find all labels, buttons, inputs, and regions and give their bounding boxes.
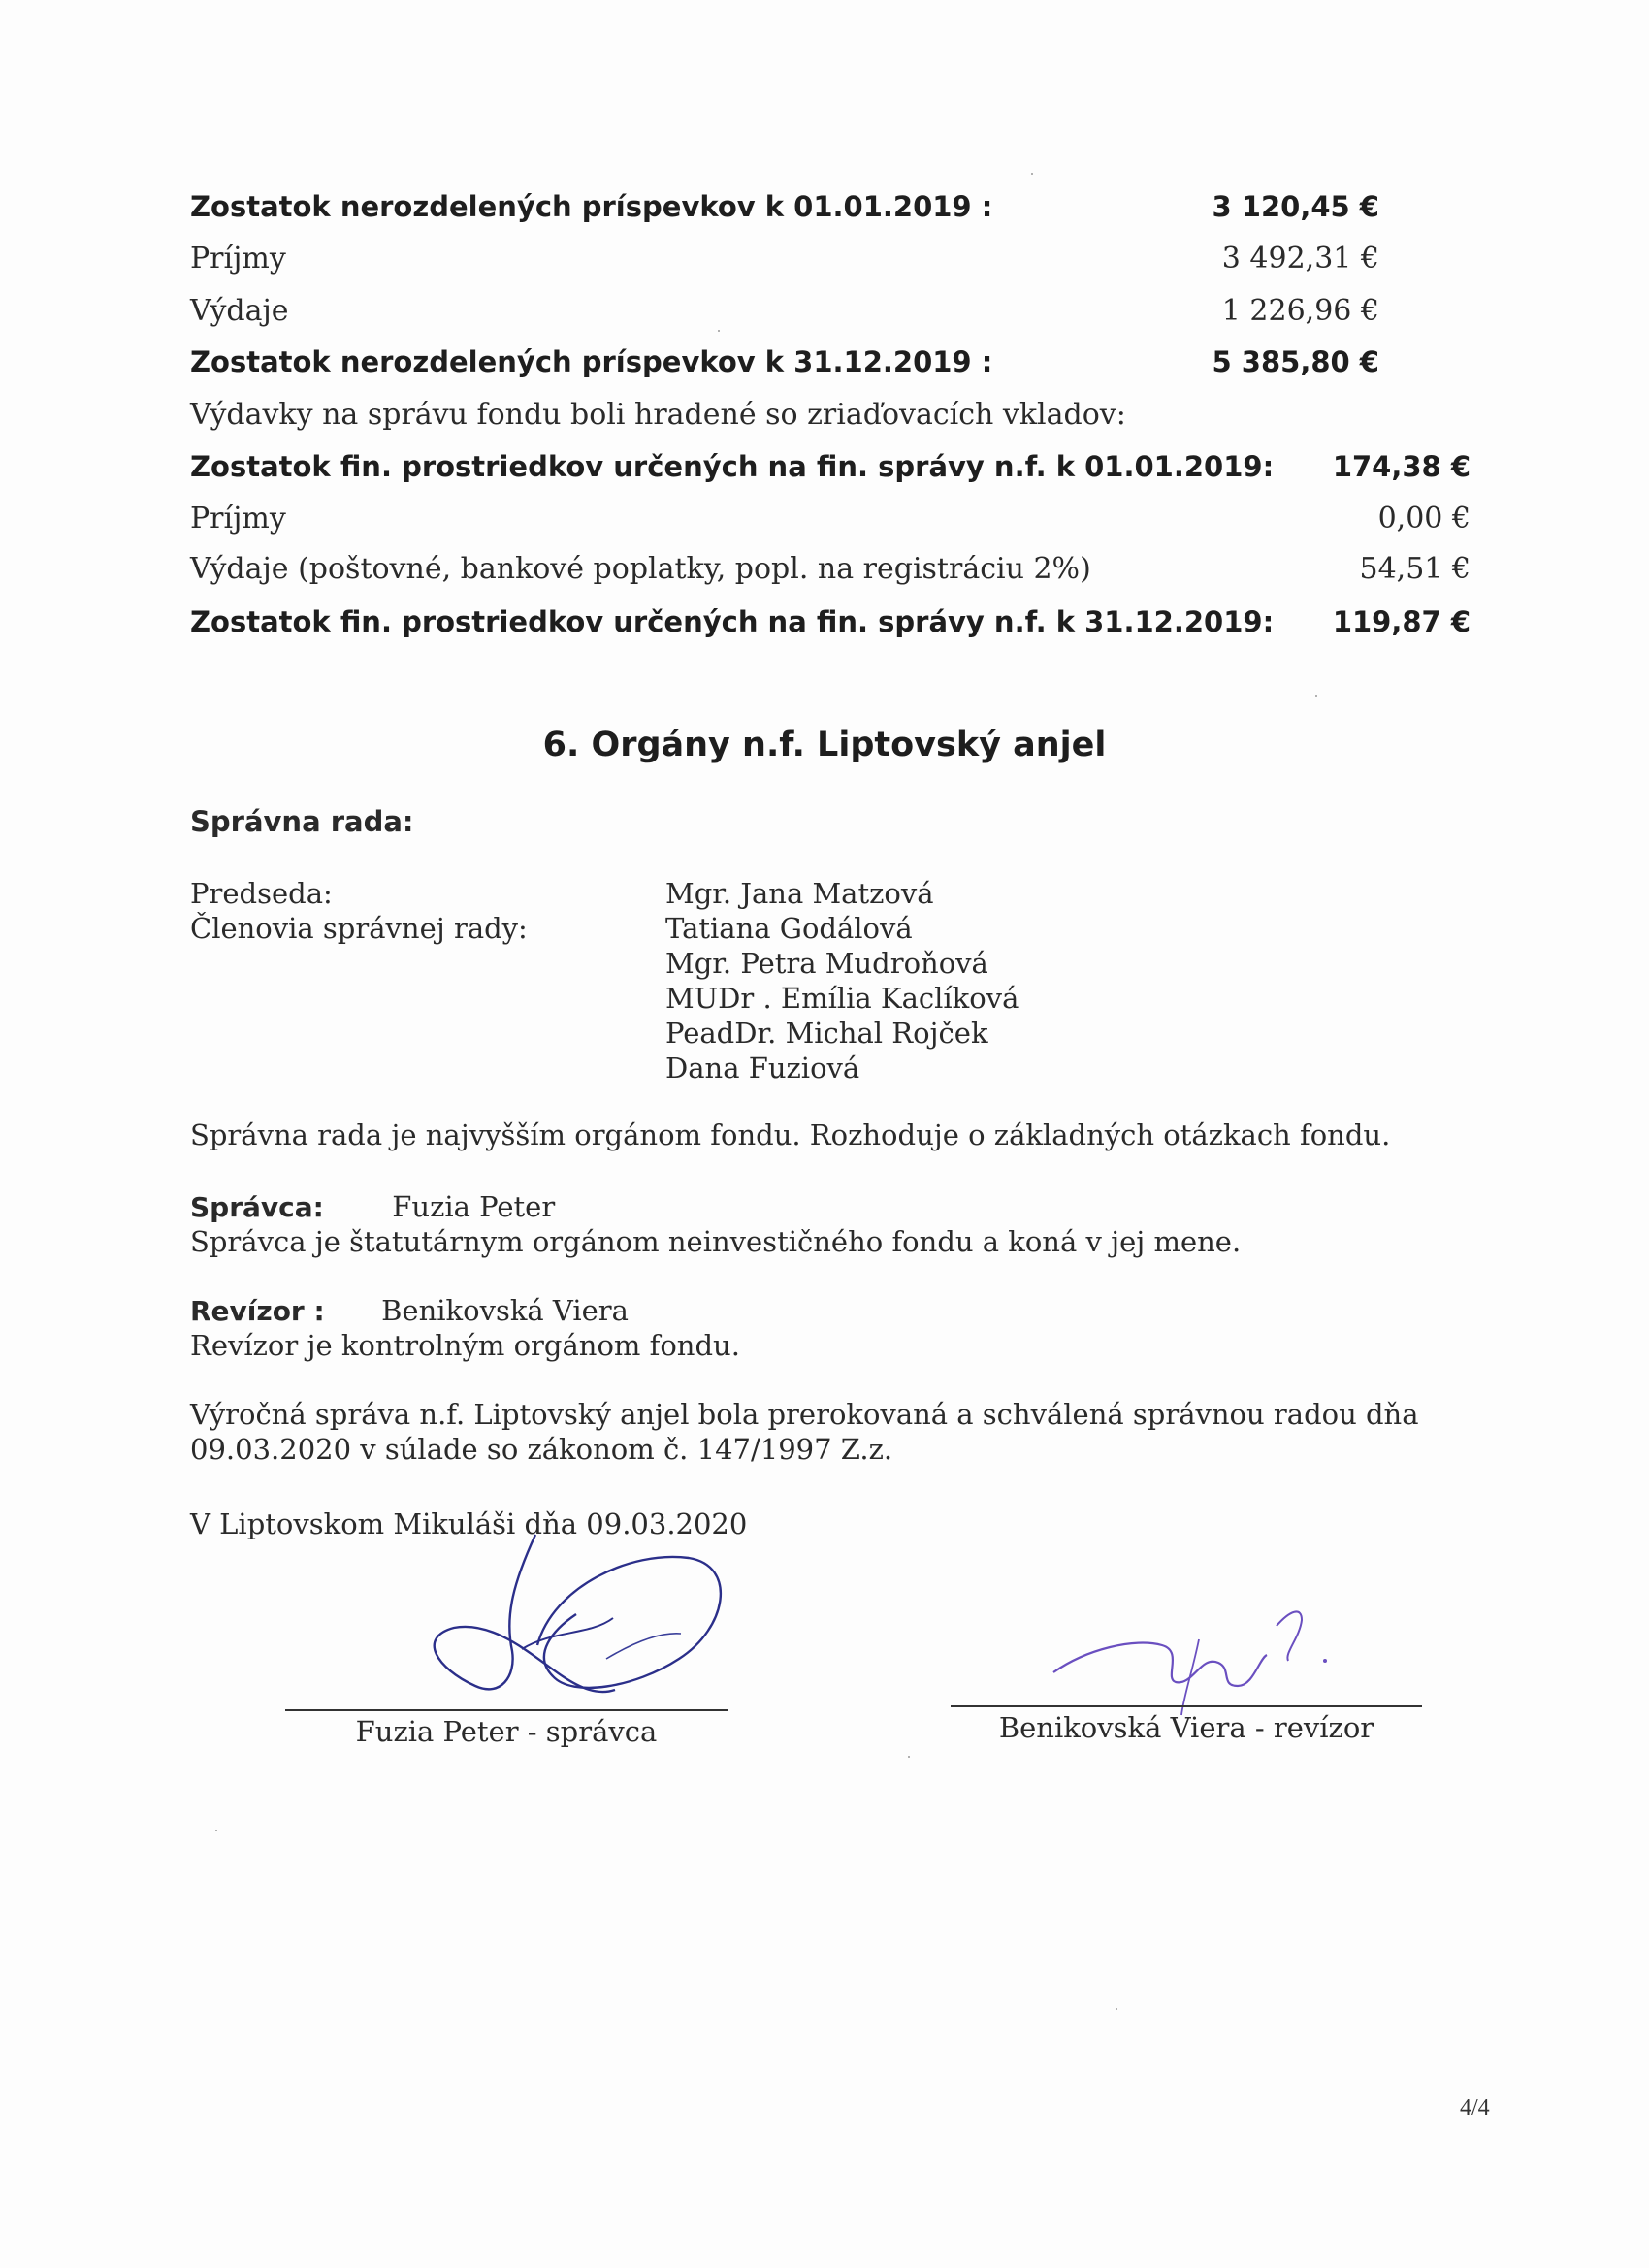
members-label: Členovia správnej rady: <box>190 912 528 945</box>
signature-line-left <box>285 1709 728 1711</box>
auditor-label: Revízor : <box>190 1295 325 1327</box>
board-member: PeadDr. Michal Rojček <box>665 1017 988 1050</box>
board-member: Tatiana Godálová <box>665 912 913 945</box>
place-date: V Liptovskom Mikuláši dňa 09.03.2020 <box>190 1507 748 1540</box>
row-label: Zostatok nerozdelených príspevkov k 31.12.2019 : <box>190 345 993 378</box>
signature-line-right <box>951 1705 1422 1707</box>
approval-line-2: 09.03.2020 v súlade so zákonom č. 147/1997 Z.z. <box>190 1433 893 1466</box>
contrib-row <box>190 338 1471 386</box>
approval-line-1: Výročná správa n.f. Liptovský anjel bola prerokovaná a schválená správnou radou dňa <box>190 1398 1419 1431</box>
contrib-row <box>190 235 1471 283</box>
admin-row <box>190 598 1471 646</box>
row-amount: 54,51 € <box>1359 552 1471 586</box>
scan-speck <box>215 1830 217 1831</box>
row-amount: 3 120,45 € <box>1212 190 1379 223</box>
admin-row <box>190 545 1471 594</box>
row-label: Výdaje <box>190 294 289 328</box>
auditor-name: Benikovská Viera <box>381 1294 629 1327</box>
row-amount: 0,00 € <box>1377 502 1471 535</box>
administrator-label: Správca: <box>190 1191 324 1223</box>
board-member: Mgr. Jana Matzová <box>665 877 934 910</box>
auditor-block <box>190 1293 1480 1329</box>
row-amount: 3 492,31 € <box>1221 242 1379 275</box>
contrib-row <box>190 287 1471 336</box>
scan-speck <box>1315 695 1317 697</box>
row-label: Zostatok fin. prostriedkov určených na fin. správy n.f. k 31.12.2019: <box>190 605 1275 638</box>
board-member: Mgr. Petra Mudroňová <box>665 947 988 980</box>
section-title: 6. Orgány n.f. Liptovský anjel <box>542 726 1107 764</box>
chair-label: Predseda: <box>190 877 333 910</box>
signature-caption-right: Benikovská Viera - revízor <box>998 1711 1374 1744</box>
row-label: Príjmy <box>190 502 286 535</box>
board-member: Dana Fuziová <box>665 1052 860 1085</box>
row-amount: 1 226,96 € <box>1221 294 1379 328</box>
row-amount: 5 385,80 € <box>1212 345 1379 378</box>
scan-speck <box>1031 173 1033 175</box>
signature-left-graphic <box>407 1513 737 1727</box>
admin-row <box>190 442 1471 491</box>
scan-speck <box>1116 2008 1117 2010</box>
board-heading: Správna rada: <box>190 805 414 838</box>
admin-row <box>190 495 1471 543</box>
scan-speck <box>718 330 720 332</box>
row-label: Zostatok nerozdelených príspevkov k 01.01.2019 : <box>190 190 993 223</box>
row-label: Príjmy <box>190 242 286 275</box>
signature-right-graphic <box>1048 1581 1397 1717</box>
auditor-description: Revízor je kontrolným orgánom fondu. <box>190 1329 740 1362</box>
administrator-name: Fuzia Peter <box>392 1190 556 1223</box>
row-amount: 119,87 € <box>1332 605 1471 638</box>
board-member: MUDr . Emília Kaclíková <box>665 982 1019 1015</box>
admin-note: Výdavky na správu fondu boli hradené so zriaďovacích vkladov: <box>190 398 1126 432</box>
contrib-row <box>190 182 1471 231</box>
page-number: 4/4 <box>1460 2095 1490 2121</box>
row-label: Výdaje (poštovné, bankové poplatky, popl. na registráciu 2%) <box>190 552 1091 586</box>
administrator-block <box>190 1189 1480 1225</box>
row-amount: 174,38 € <box>1332 450 1471 483</box>
row-label: Zostatok fin. prostriedkov určených na fin. správy n.f. k 01.01.2019: <box>190 450 1275 483</box>
signature-caption-left: Fuzia Peter - správca <box>355 1715 658 1748</box>
scan-speck <box>908 1756 910 1758</box>
board-description: Správna rada je najvyšším orgánom fondu. Rozhoduje o základných otázkach fondu. <box>190 1118 1391 1151</box>
administrator-description: Správca je štatutárnym orgánom neinvestičného fondu a koná v jej mene. <box>190 1225 1242 1258</box>
